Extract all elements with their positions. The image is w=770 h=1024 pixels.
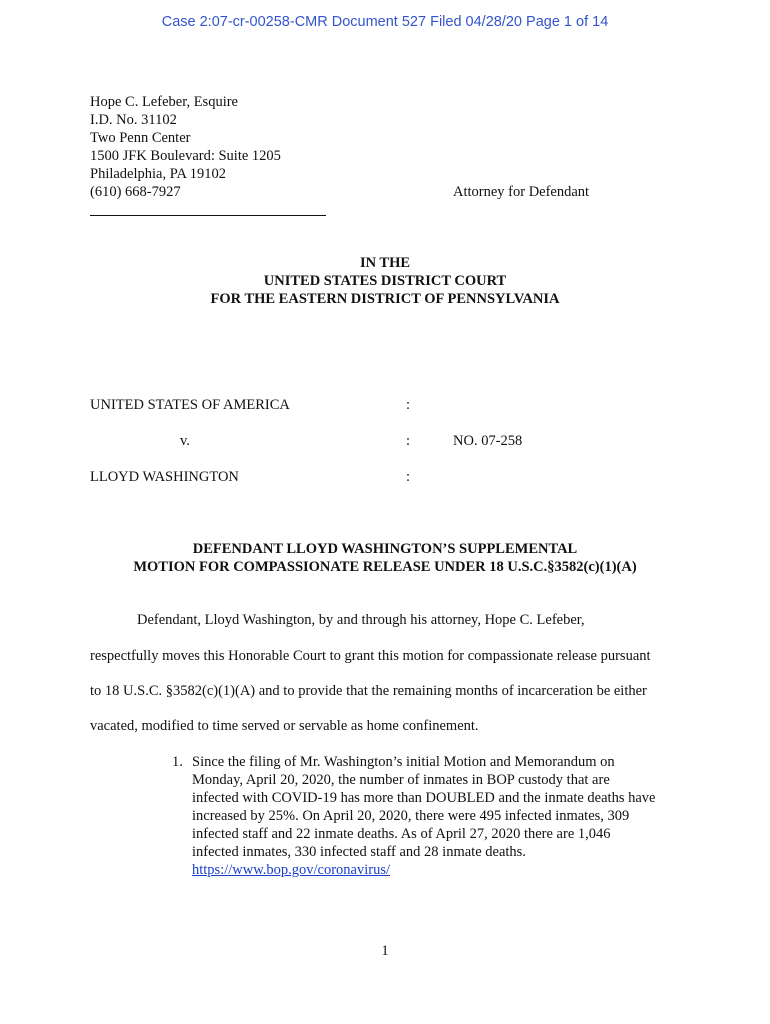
attorney-line: Two Penn Center [90,130,191,146]
bop-coronavirus-link[interactable]: https://www.bop.gov/coronavirus/ [192,862,391,878]
court-line: FOR THE EASTERN DISTRICT OF PENNSYLVANIA [210,291,560,307]
caption-colon: : [406,397,411,413]
title-line: DEFENDANT LLOYD WASHINGTON’S SUPPLEMENTAL [192,541,578,557]
item-line: infected inmates, 330 infected staff and 28 inmate deaths. [192,844,526,860]
caption-colon: : [406,469,411,485]
defendant-name: LLOYD WASHINGTON [90,469,239,485]
body-line: respectfully moves this Honorable Court to grant this motion for compassionate release pursuant [90,648,651,664]
signature-rule [90,215,326,216]
page-number: 1 [381,943,389,959]
item-line: increased by 25%. On April 20, 2020, there were 495 infected inmates, 309 [192,808,630,824]
attorney-line: 1500 JFK Boulevard: Suite 1205 [90,148,281,164]
attorney-line: Hope C. Lefeber, Esquire [90,94,238,110]
body-line: to 18 U.S.C. §3582(c)(1)(A) and to provide that the remaining months of incarceration be either [90,683,647,699]
item-line: infected with COVID-19 has more than DOUBLED and the inmate deaths have [192,790,656,806]
attorney-line: I.D. No. 31102 [90,112,177,128]
case-number: NO. 07-258 [453,433,523,449]
case-header: Case 2:07-cr-00258-CMR Document 527 Filed 04/28/20 Page 1 of 14 [161,14,609,30]
attorney-role: Attorney for Defendant [453,184,590,200]
versus-label: v. [180,433,190,449]
item-line: Since the filing of Mr. Washington’s initial Motion and Memorandum on [192,754,615,770]
attorney-line: Philadelphia, PA 19102 [90,166,227,182]
plaintiff-name: UNITED STATES OF AMERICA [90,397,290,413]
attorney-phone: (610) 668-7927 [90,184,181,200]
body-line: Defendant, Lloyd Washington, by and through his attorney, Hope C. Lefeber, [137,612,585,628]
court-line: UNITED STATES DISTRICT COURT [263,273,507,289]
title-line: MOTION FOR COMPASSIONATE RELEASE UNDER 18 U.S.C.§3582(c)(1)(A) [133,559,637,575]
body-line: vacated, modified to time served or servable as home confinement. [90,718,479,734]
caption-colon: : [406,433,411,449]
item-line: infected staff and 22 inmate deaths. As of April 27, 2020 there are 1,046 [192,826,611,842]
court-line: IN THE [359,255,411,271]
item-line: Monday, April 20, 2020, the number of inmates in BOP custody that are [192,772,610,788]
item-number: 1. [172,754,183,770]
